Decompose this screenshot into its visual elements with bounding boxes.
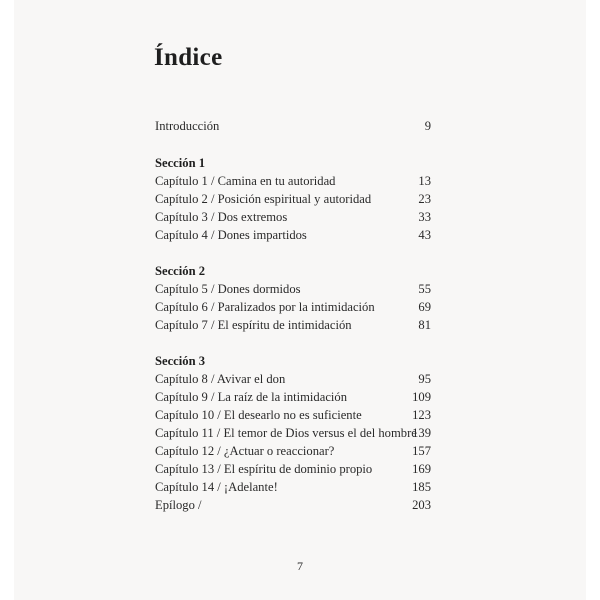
toc-entry-page: 123 (412, 408, 431, 422)
toc-entry (155, 460, 431, 478)
toc-entry (155, 172, 431, 190)
toc-entry (155, 478, 431, 496)
toc-entry-page: 9 (424, 119, 431, 133)
toc-entry-page: 157 (412, 444, 431, 458)
toc-entry (155, 208, 431, 226)
toc-entry-label: Capítulo 12 / ¿Actuar o reaccionar? (155, 444, 335, 458)
toc-entry-label: Capítulo 9 / La raíz de la intimidación (155, 390, 347, 404)
toc-entry-label: Capítulo 8 / Avivar el don (155, 372, 286, 386)
toc-entry-label: Capítulo 10 / El desearlo no es suficiente (155, 408, 362, 422)
toc-entry-label: Capítulo 3 / Dos extremos (155, 210, 288, 224)
toc-entry (155, 388, 431, 406)
toc-entry-page: 81 (418, 318, 431, 332)
toc-entry (155, 424, 431, 442)
toc-entry-label: Capítulo 14 / ¡Adelante! (155, 480, 278, 494)
section-heading-2: Sección 2 (155, 264, 206, 278)
toc-entry-label: Capítulo 1 / Camina en tu autoridad (155, 174, 336, 188)
toc-entry-label: Capítulo 11 / El temor de Dios versus el del hombre (155, 426, 417, 440)
toc-entry (155, 226, 431, 244)
toc-entry-epilogue (155, 496, 431, 514)
section-heading-3: Sección 3 (155, 354, 206, 368)
toc-entry (155, 316, 431, 334)
page-title: Índice (154, 44, 223, 71)
toc-entry (155, 370, 431, 388)
toc-entry-label: Capítulo 5 / Dones dormidos (155, 282, 301, 296)
toc-entry-label: Capítulo 6 / Paralizados por la intimidación (155, 300, 375, 314)
toc-entry-introduction (155, 117, 431, 135)
toc-entry-page: 139 (412, 426, 431, 440)
toc-entry-page: 43 (418, 228, 431, 242)
toc-entry-page: 109 (412, 390, 431, 404)
toc-entry-label: Introducción (155, 119, 220, 133)
toc-entry-label: Epílogo / (155, 498, 202, 512)
toc-entry (155, 442, 431, 460)
toc-entry (155, 406, 431, 424)
toc-entry-label: Capítulo 4 / Dones impartidos (155, 228, 307, 242)
toc-entry-page: 185 (412, 480, 431, 494)
toc-entry (155, 298, 431, 316)
toc-entry-page: 169 (412, 462, 431, 476)
toc-entry-page: 13 (418, 174, 431, 188)
toc-entry (155, 190, 431, 208)
toc-entry-label: Capítulo 13 / El espíritu de dominio propio (155, 462, 373, 476)
toc-entry-page: 69 (418, 300, 431, 314)
toc-entry-page: 33 (418, 210, 431, 224)
toc-entry-page: 95 (418, 372, 431, 386)
toc-entry-label: Capítulo 2 / Posición espiritual y autoridad (155, 192, 372, 206)
section-heading-1: Sección 1 (155, 156, 206, 170)
toc-entry-page: 203 (412, 498, 431, 512)
toc-entry (155, 280, 431, 298)
toc-entry-label: Capítulo 7 / El espíritu de intimidación (155, 318, 352, 332)
page-number: 7 (297, 559, 303, 573)
toc-entry-page: 23 (418, 192, 431, 206)
toc-entry-page: 55 (418, 282, 431, 296)
